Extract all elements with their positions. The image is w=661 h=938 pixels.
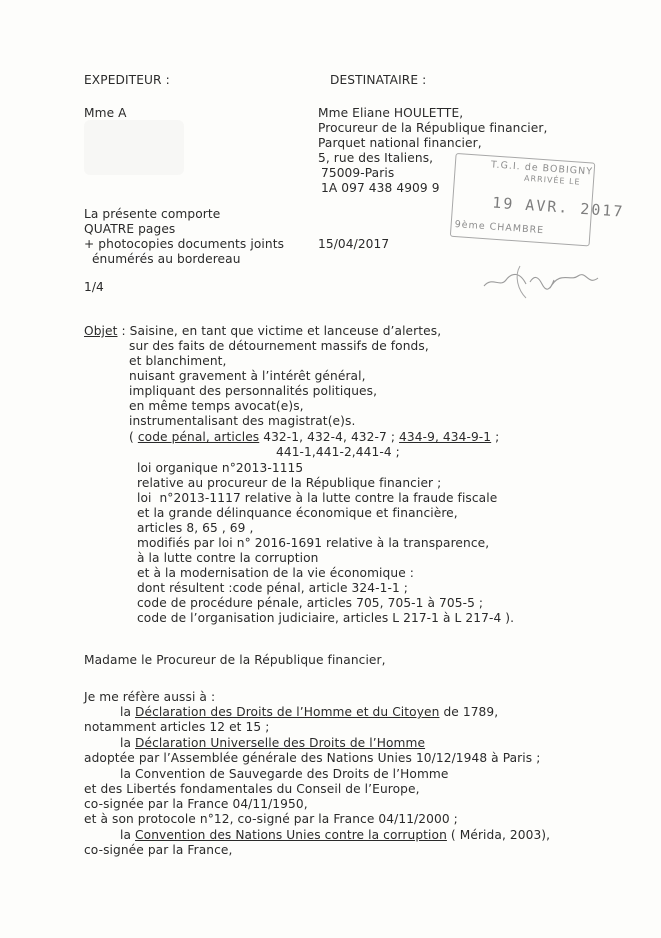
- objet-ref-line: [129, 430, 499, 445]
- objet-line: en même temps avocat(e)s,: [129, 399, 304, 413]
- recipient-label: DESTINATAIRE :: [330, 73, 427, 87]
- objet-line: impliquant des personnalités politiques,: [129, 384, 378, 398]
- recipient-line: 5, rue des Italiens,: [318, 151, 434, 165]
- body-line: co-signée par la France 04/11/1950,: [84, 797, 308, 811]
- body-p4-post: ( Mérida, 2003),: [446, 828, 551, 842]
- salutation: Madame le Procureur de la République financier,: [84, 653, 386, 667]
- recipient-line: 1A 097 438 4909 9: [321, 181, 440, 195]
- stamp-court: T.G.I. de BOBIGNY: [490, 159, 594, 178]
- court-stamp: [449, 153, 625, 263]
- info-line: énumérés au bordereau: [84, 252, 241, 266]
- stamp-chamber: 9ème CHAMBRE: [454, 219, 545, 237]
- body-line: co-signée par la France,: [84, 843, 233, 857]
- info-line: + photocopies documents joints: [84, 237, 285, 251]
- objet-line: 441-1,441-2,441-4 ;: [276, 445, 400, 459]
- sender-label: EXPEDITEUR :: [84, 73, 170, 87]
- stamp-arrival: ARRIVÉE LE: [523, 173, 581, 187]
- objet-first-line: [84, 324, 441, 339]
- dudh-link: Déclaration Universelle des Droits de l’Homme: [135, 736, 426, 750]
- objet-line: relative au procureur de la République financier ;: [137, 476, 442, 490]
- objet-line: nuisant gravement à l’intérêt général,: [129, 369, 366, 383]
- body-line: et des Libertés fondamentales du Conseil de l’Europe,: [84, 782, 420, 796]
- stamp-date: 19 AVR. 2017: [491, 193, 625, 221]
- letter-date: 15/04/2017: [318, 237, 390, 251]
- body-line: et à son protocole n°12, co-signé par la France 04/11/2000 ;: [84, 812, 458, 826]
- objet-line: loi n°2013-1117 relative à la lutte contre la fraude fiscale: [137, 491, 498, 505]
- objet-line: : Saisine, en tant que victime et lanceuse d’alertes,: [121, 324, 442, 338]
- objet-line: et blanchiment,: [129, 354, 227, 368]
- ref-open: (: [129, 430, 138, 444]
- info-line: QUATRE pages: [84, 222, 176, 236]
- ref-end: ;: [491, 430, 500, 444]
- ddhc-link: Déclaration des Droits de l’Homme et du Citoyen: [135, 705, 440, 719]
- ref-mid: 432-1, 432-4, 432-7 ;: [259, 430, 400, 444]
- signature-scribble: [480, 258, 610, 308]
- recipient-line: Parquet national financier,: [318, 136, 482, 150]
- objet-line: sur des faits de détournement massifs de fonds,: [129, 339, 429, 353]
- objet-line: code de l’organisation judiciaire, articles L 217-1 à L 217-4 ).: [137, 611, 515, 625]
- page-number: 1/4: [84, 280, 104, 294]
- body-p2-pre: la: [120, 736, 136, 750]
- body-p1-post: de 1789,: [439, 705, 499, 719]
- objet-line: code de procédure pénale, articles 705, 705-1 à 705-5 ;: [137, 596, 484, 610]
- body-p1-pre: la: [120, 705, 136, 719]
- ref-code-penal: code pénal, articles: [137, 430, 260, 444]
- body-p2-line1: [120, 736, 425, 751]
- body-line: la Convention de Sauvegarde des Droits de l’Homme: [120, 767, 449, 781]
- objet-line: et la grande délinquance économique et financière,: [137, 506, 458, 520]
- body-line: adoptée par l’Assemblée générale des Nations Unies 10/12/1948 à Paris ;: [84, 751, 541, 765]
- recipient-line: Procureur de la République financier,: [318, 121, 548, 135]
- uncac-link: Convention des Nations Unies contre la corruption: [135, 828, 447, 842]
- scan-smudge: [84, 120, 184, 175]
- sender-name: Mme A: [84, 106, 127, 120]
- objet-label: Objet: [84, 324, 118, 338]
- objet-line: instrumentalisant des magistrat(e)s.: [129, 414, 356, 428]
- objet-line: modifiés par loi n° 2016-1691 relative à la transparence,: [137, 536, 490, 550]
- objet-line: et à la modernisation de la vie économique :: [137, 566, 414, 580]
- body-intro: Je me réfère aussi à :: [84, 690, 216, 704]
- info-line: La présente comporte: [84, 207, 221, 221]
- objet-line: à la lutte contre la corruption: [137, 551, 319, 565]
- body-line: notamment articles 12 et 15 ;: [84, 720, 270, 734]
- objet-line: loi organique n°2013-1115: [137, 461, 304, 475]
- ref-434: 434-9, 434-9-1: [399, 430, 492, 444]
- objet-line: articles 8, 65 , 69 ,: [137, 521, 254, 535]
- recipient-line: Mme Eliane HOULETTE,: [318, 106, 464, 120]
- body-p1-line1: [120, 705, 498, 720]
- objet-line: dont résultent :code pénal, article 324-1-1 ;: [137, 581, 409, 595]
- recipient-line: 75009-Paris: [321, 166, 395, 180]
- body-p4-pre: la: [120, 828, 136, 842]
- body-p4-line1: [120, 828, 550, 843]
